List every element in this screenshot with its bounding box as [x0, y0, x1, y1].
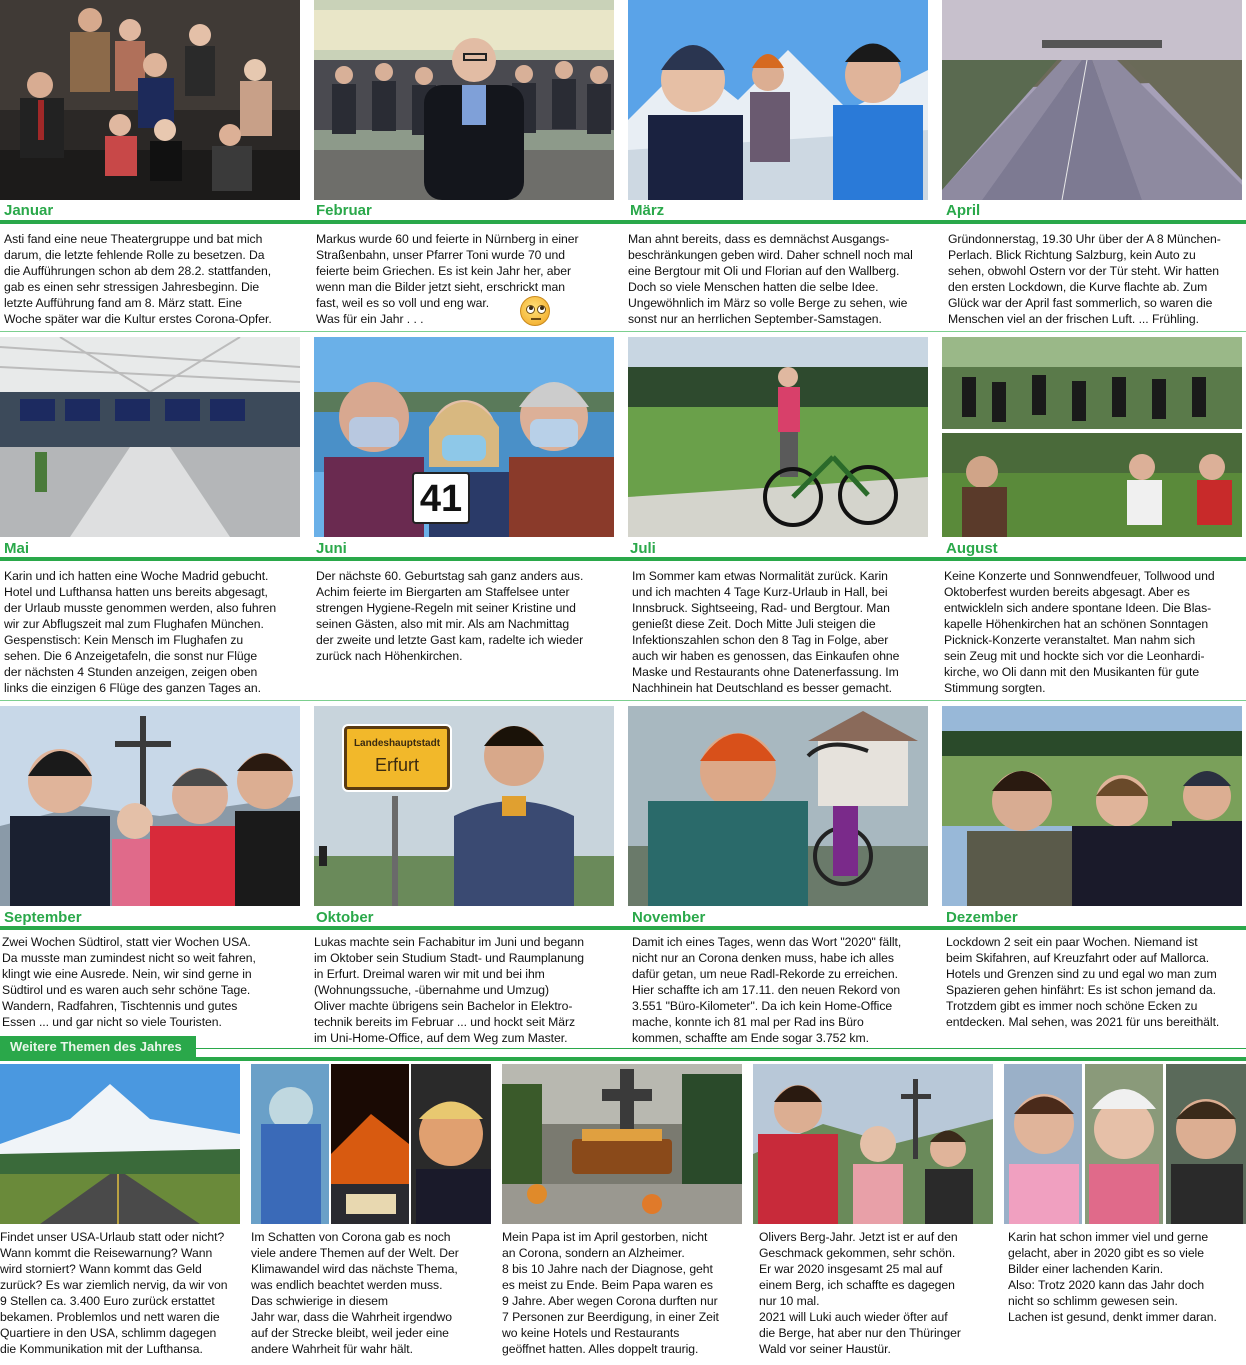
month-title-april: April — [946, 202, 981, 219]
month-title-juli: Juli — [630, 540, 656, 557]
month-text-april: Gründonnerstag, 19.30 Uhr über der A 8 München- Perlach. Blick Richtung Salzburg, kein Auto zu sehen, obwohl Ostern vor der Tür steht. Wir hatten den ersten Lockdown, die Kurve flachte ab. Zum Glück war der April fast sommerlich, so waren die Menschen viel an der frischen Luft. ... Frühling. — [948, 232, 1221, 326]
brass-band-picnic-photo — [942, 337, 1242, 537]
cycling-photo — [628, 337, 928, 537]
divider — [196, 1048, 1246, 1049]
month-text-dezember: Lockdown 2 seit ein paar Wochen. Niemand ist beim Skifahren, auf Kreuzfahrt oder auf Mallorca. Hotels und Grenzen sind zu und egal wo man zum Spazieren gehen hinfährt: Es ist schon jemand da. Trotzdem gibt es immer noch schöne Ecken zu entdecken. Mal sehen, was 2021 für uns bereithält. — [946, 935, 1220, 1029]
sign-top-text: Landeshauptstadt — [353, 738, 441, 749]
divider — [0, 220, 1246, 224]
divider — [0, 557, 1246, 561]
mountain-selfie-photo — [628, 0, 928, 200]
month-text-oktober: Lukas machte sein Fachabitur im Juni und begann im Oktober sein Studium Stadt- und Raumplanung in Erfurt. Dreimal waren wir mit und bei ihm (Wohnungssuche, -übernahme und Umzug) Oliver machte übrigens sein Bachelor in Elektro- technik bereits im Februar ... und hockt seit März im Uni-Home-Office, auf dem Weg zum Master. — [314, 935, 585, 1045]
summit-cross-photo — [0, 706, 300, 906]
more-topics-header: Weitere Themen des Jahres — [0, 1036, 196, 1057]
month-title-maerz: März — [630, 202, 665, 219]
rolling-eyes-emoji-icon — [520, 296, 550, 326]
mountain-group-photo — [753, 1064, 993, 1224]
funeral-photo — [502, 1064, 742, 1224]
topic-text-world-events: Im Schatten von Corona gab es noch viele andere Themen auf der Welt. Der Klimawandel wird das nächste Thema, was endlich beachtet werden muss. Das schwierige in diesem Jahr war, dass die Wahrheit irgendwo auf der Strecke bleibt, weil jeder eine andere Wahrheit für wahr hält. — [251, 1230, 459, 1356]
month-title-august: August — [946, 540, 998, 557]
world-events-collage — [251, 1064, 491, 1224]
month-title-mai: Mai — [4, 540, 30, 557]
laughing-karin-photos — [1004, 1064, 1246, 1224]
erfurt-sign-photo — [314, 706, 614, 906]
divider — [0, 926, 1246, 930]
month-text-januar: Asti fand eine neue Theatergruppe und bat mich darum, die letzte fehlende Rolle zu besetzen. Da die Aufführungen schon ab dem 28.2. stattfanden, gab es einen sehr stressigen Jahresbeginn. Die letzte Aufführung fand am 8. März statt. Eine Woche später war die Kultur erstes Corona-Opfer. — [4, 232, 272, 326]
month-text-november: Damit ich eines Tages, wenn das Wort "2020" fällt, nicht nur an Corona denken muss, habe ich alles dafür getan, um neue Radl-Rekorde zu erreichen. Hier schaffte ich am 17.11. den neuen Rekord von 3.551 "Büro-Kilometer". Da ich kein Home-Office mache, konnte ich 81 mal per Rad ins Büro kommen, schaffte am Ende sogar 3.752 km. — [632, 935, 902, 1045]
table-number-card: 41 — [412, 472, 470, 524]
divider — [0, 331, 1246, 332]
month-text-mai: Karin und ich hatten eine Woche Madrid gebucht. Hotel und Lufthansa hatten uns bereits abgesagt, der Urlaub musste genommen werden, also fuhren wir zur Abflugszeit mal zum Flughafen München. Gespenstisch: Kein Mensch im Flughafen zu sehen. Die 6 Anzeigetafeln, die sonst nur Flüge der nächsten 4 Stunden anzeigen, zeigen oben links die einzigen 6 Flüge des ganzen Tages an. — [4, 569, 277, 695]
month-title-juni: Juni — [316, 540, 347, 557]
month-title-januar: Januar — [4, 202, 54, 219]
topic-text-laughing-karin: Karin hat schon immer viel und gerne gelacht, aber in 2020 gibt es so viele Bilder einer lachenden Karin. Also: Trotz 2020 kann das Jahr doch nicht so schlimm gewesen sein. Lachen ist gesund, denkt immer daran. — [1008, 1230, 1217, 1324]
month-title-dezember: Dezember — [946, 909, 1018, 926]
topic-text-usa-trip: Findet unser USA-Urlaub statt oder nicht? Wann kommt die Reisewarnung? Wann wird storniert? Wann kommt das Geld zurück? Es war ziemlich nervig, da wir von 9 Stellen ca. 3.400 Euro zurück erstattet bekamen. Problemlos und nett waren die Quartiere in den USA, schlimm dagegen die Kommunikation mit der Lufthansa. — [0, 1230, 228, 1356]
month-text-februar: Markus wurde 60 und feierte in Nürnberg in einer Straßenbahn, unser Pfarrer Toni wurde 70 und feierte beim Griechen. Es ist kein Jahr her, aber wenn man die Bilder jetzt sieht, erschrickt man fast, weil es so voll und eng war. Was für ein Jahr . . . — [316, 232, 579, 326]
mount-hood-road-photo — [0, 1064, 240, 1224]
topic-text-mountain-year: Olivers Berg-Jahr. Jetzt ist er auf den Geschmack gekommen, sehr schön. Er war 2020 insgesamt 25 mal auf einem Berg, ich schaffte es dagegen nur 10 mal. 2021 will Luki auch wieder öfter auf die Berge, hat aber nur den Thüringer Wald vor seiner Haustür. — [759, 1230, 961, 1356]
empty-airport-photo — [0, 337, 300, 537]
month-text-september: Zwei Wochen Südtirol, statt vier Wochen USA. Da musste man zumindest nicht so weit fahren, klingt wie eine Ausrede. Nein, wir sind gerne in Südtirol und es waren auch sehr schöne Tage. Wandern, Radfahren, Tischtennis und gutes Essen ... und gar nicht so viele Touristen. — [2, 935, 256, 1029]
sign-city-text: Erfurt — [374, 755, 419, 775]
masked-selfie-photo — [314, 337, 614, 537]
empty-highway-photo — [942, 0, 1242, 200]
theater-group-photo — [0, 0, 300, 200]
month-title-oktober: Oktober — [316, 909, 374, 926]
month-text-juni: Der nächste 60. Geburtstag sah ganz anders aus. Achim feierte im Biergarten am Staffelsee unter strengen Hygiene-Regeln mit seiner Kristine und seinen Gästen, also mit mir. Als am Nachmittag der zweite und letzte Gast kam, radelte ich wieder zurück nach Höhenkirchen. — [316, 569, 584, 663]
month-text-august: Keine Konzerte und Sonnwendfeuer, Tollwood und Oktoberfest wurden bereits abgesagt. Aber es entwickleln sich andere spontane Ideen. Die Blas- kapelle Höhenkirchen hat an schönen Sonntagen Picknick-Konzerte veranstaltet. Man nahm sich sein Zeug mit und hockte sich vor die Leonhardi- kirche, wo Oli dann mit den Musikanten für gute Stimmung sorgten. — [944, 569, 1215, 695]
month-text-juli: Im Sommer kam etwas Normalität zurück. Karin und ich machten 4 Tage Kurz-Urlaub in Hall, bei Innsbruck. Sightseeing, Rad- und Bergtour. Man genießt diese Zeit. Doch Mitte Juli steigen die Infektionszahlen schon den 8 Tag in Folge, aber auch wir haben es genossen, das Einkaufen ohne Maske und Restaurants ohne Datenerfassung. Im Nachhinein hat Deutschland es besser gemacht. — [632, 569, 900, 695]
month-text-maerz: Man ahnt bereits, dass es demnächst Ausgangs- beschränkungen geben wird. Daher schnell noch mal eine Bergtour mit Oli und Florian auf den Wallberg. Doch so viele Menschen hatten die selbe Idee. Ungewöhnlich im März so volle Berge zu sehen, wie sonst nur an herrlichen September-Samstagen. — [628, 232, 913, 326]
divider — [0, 1057, 1246, 1061]
winter-field-photo — [942, 706, 1242, 906]
erfurt-town-sign — [344, 726, 450, 790]
month-title-september: September — [4, 909, 82, 926]
tram-party-photo — [314, 0, 614, 200]
month-title-februar: Februar — [316, 202, 372, 219]
month-title-november: November — [632, 909, 706, 926]
divider — [0, 700, 1246, 701]
topic-text-funeral: Mein Papa ist im April gestorben, nicht an Corona, sondern an Alzheimer. 8 bis 10 Jahre nach der Diagnose, geht es meist zu Ende. Beim Papa waren es 9 Jahre. Aber wegen Corona durften nur 7 Personen zur Beerdigung, in einer Zeit wo keine Hotels und Restaurants geöffnet hatten. Alles doppelt traurig. — [502, 1230, 719, 1356]
bike-selfie-photo — [628, 706, 928, 906]
